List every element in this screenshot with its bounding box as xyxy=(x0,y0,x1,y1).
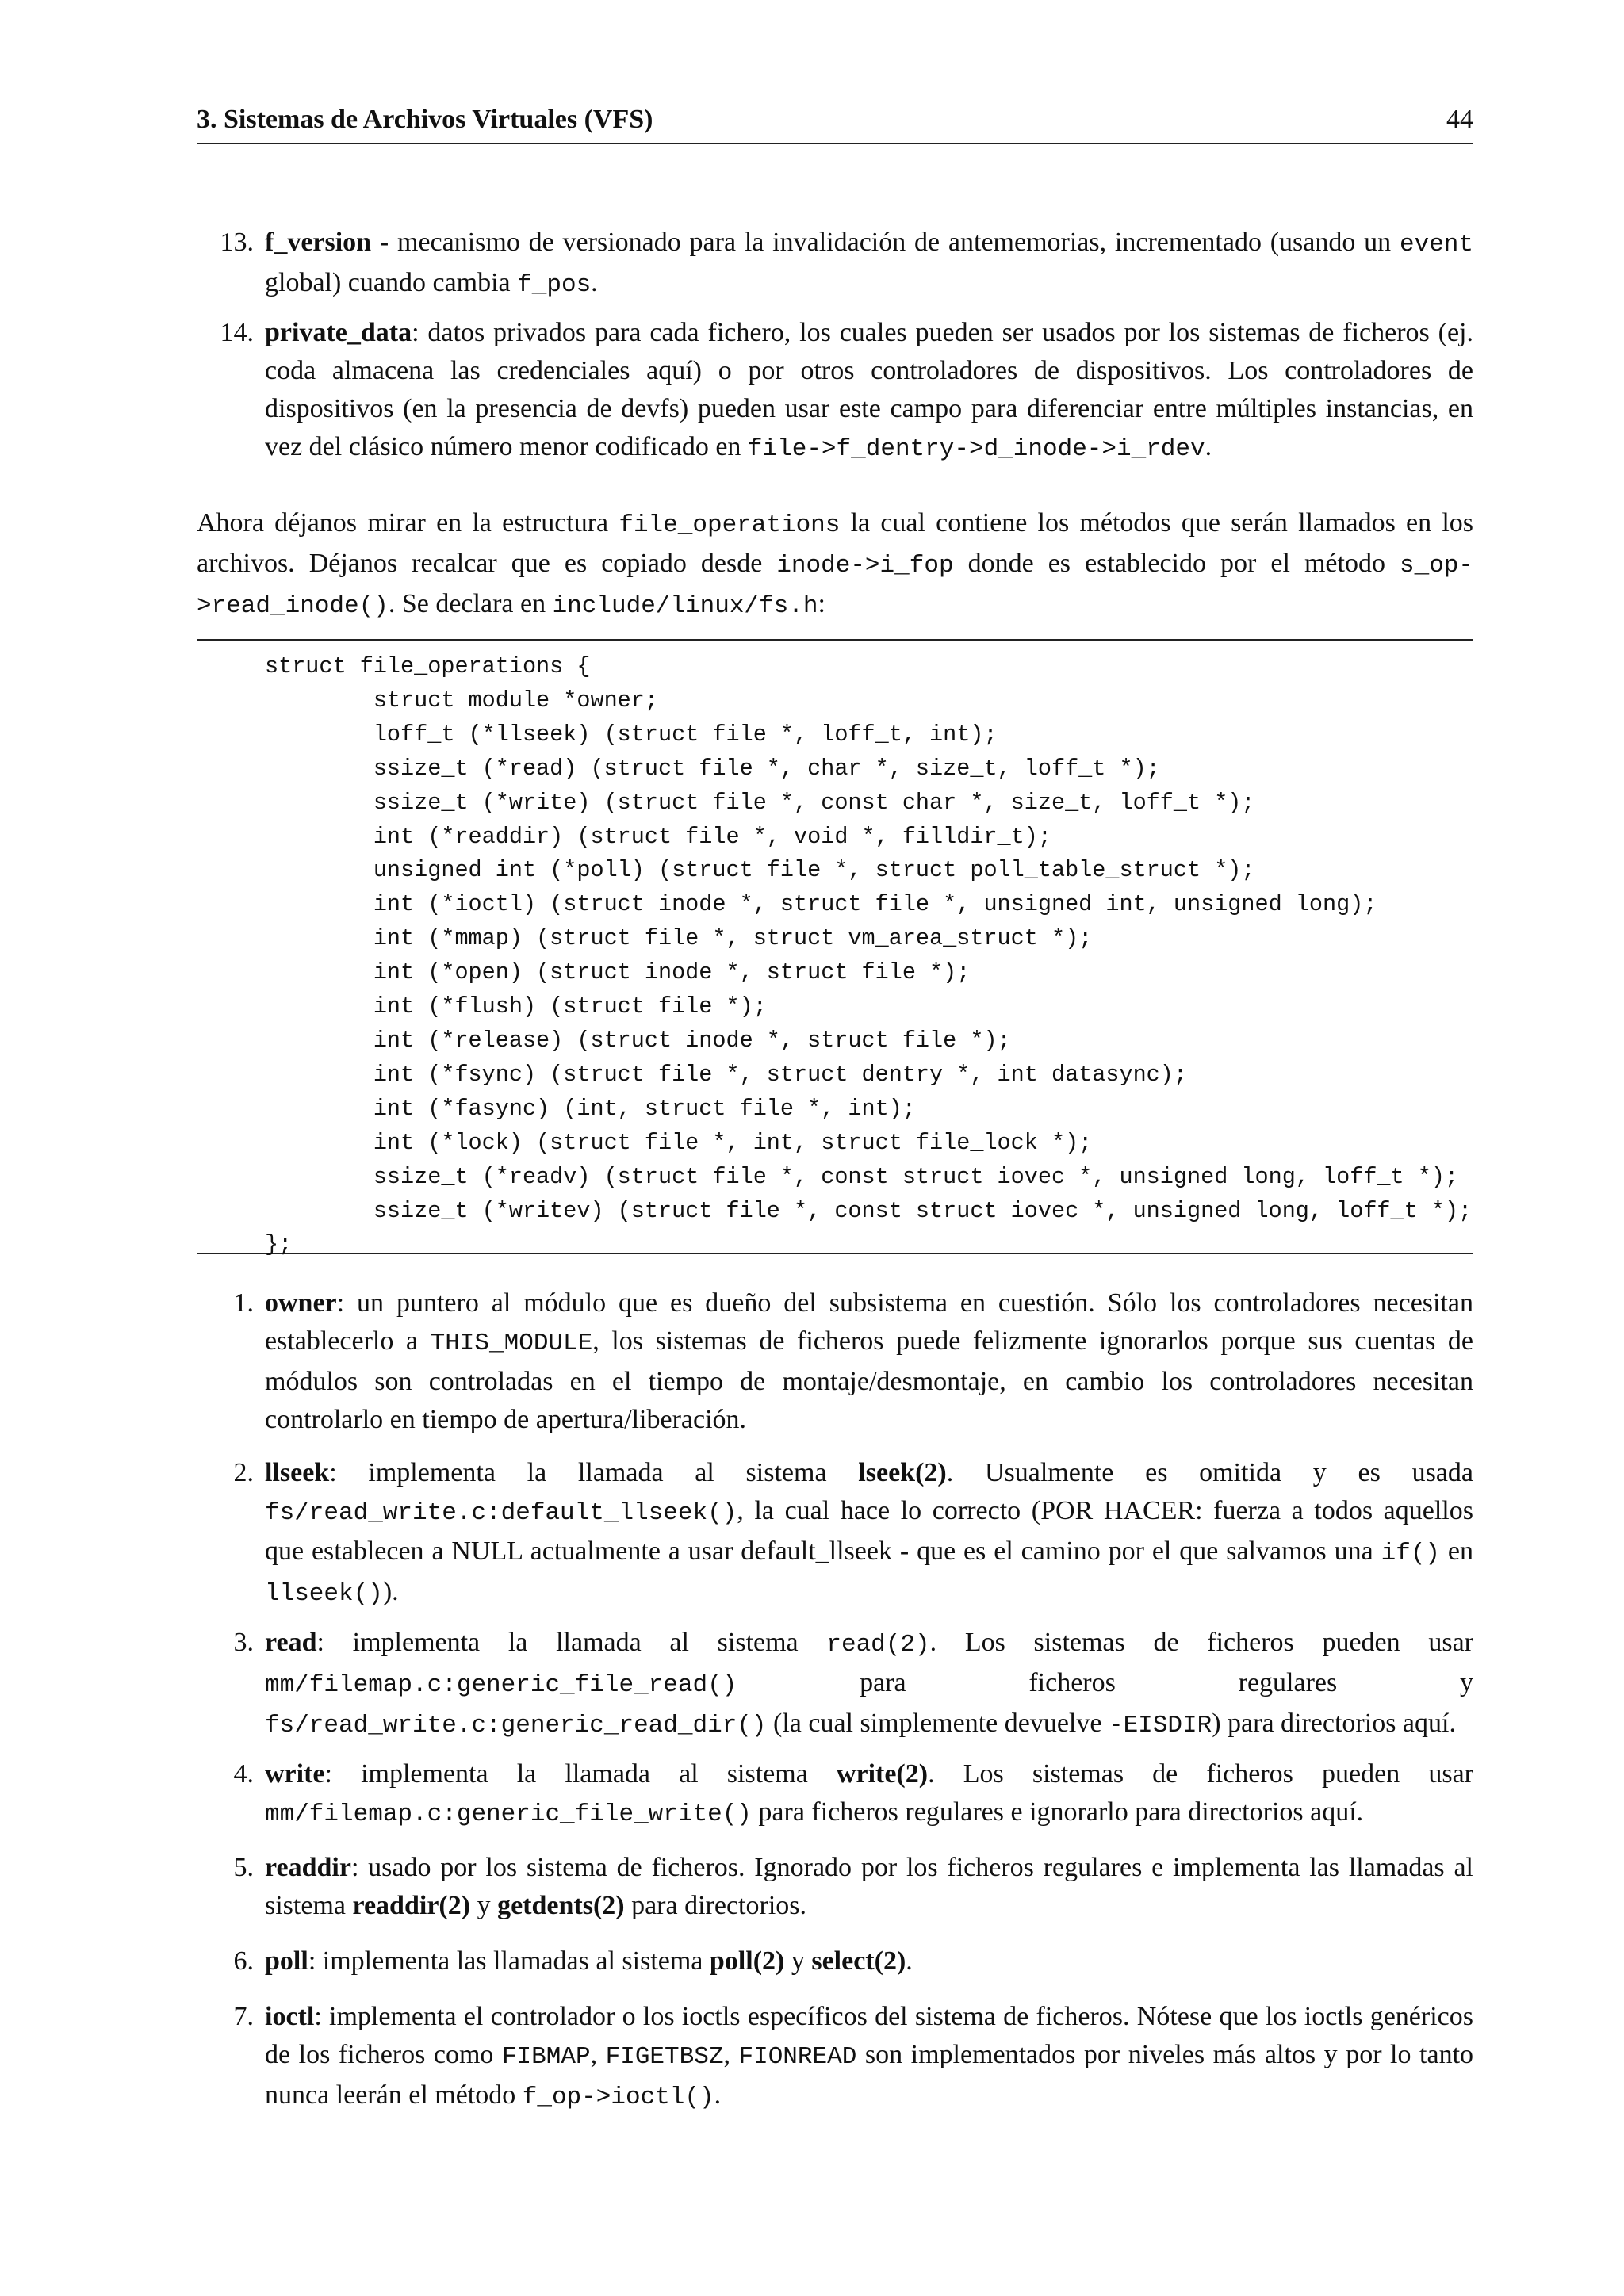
code-term: s_op->read_inode() xyxy=(197,552,1473,620)
text-run: y xyxy=(784,1946,812,1976)
list-item-number: 7. xyxy=(233,2002,254,2031)
text-run: en xyxy=(1440,1536,1474,1566)
bold-term: readdir(2) xyxy=(352,1891,471,1920)
text-run: para directorios. xyxy=(624,1891,806,1920)
text-run: : implementa la llamada al sistema xyxy=(324,1759,837,1789)
code-term: include/linux/fs.h xyxy=(552,592,818,620)
list-item-ioctl xyxy=(197,1998,1473,2117)
text-run: . xyxy=(714,2080,722,2110)
text-run: : un puntero al módulo que es dueño del subsistema en cuestión. Sólo los controladores necesitan establecerlo a xyxy=(265,1288,1473,1356)
bold-term: owner xyxy=(265,1288,337,1318)
list-item-text xyxy=(265,1755,1473,1834)
list-item-number: 13. xyxy=(220,228,254,257)
code-term: fs/read_write.c:default_llseek() xyxy=(265,1499,737,1527)
code-term: FIGETBSZ xyxy=(605,2043,724,2071)
list-item-number: 5. xyxy=(233,1853,254,1882)
text-run: la cual contiene los métodos que serán llamados en los archivos. Déjanos recalcar que es copiado desde xyxy=(197,508,1473,578)
bold-term: write(2) xyxy=(836,1759,929,1789)
text-run: . xyxy=(906,1946,913,1976)
list-item-text xyxy=(265,1454,1473,1613)
bold-term: select(2) xyxy=(811,1946,906,1976)
list-item-number: 2. xyxy=(233,1458,254,1487)
text-run: . Se declara en xyxy=(388,589,553,618)
code-term: if() xyxy=(1381,1540,1441,1567)
text-run: , la cual hace lo correcto (POR HACER: fuerza a todos aquellos que establecen a NULL actualmente a usar default_llseek - que es el camino por el que salvamos una xyxy=(265,1496,1473,1566)
list-item-13 xyxy=(197,224,1473,304)
text-run: (la cual simplemente devuelve xyxy=(766,1709,1109,1738)
list-item-owner xyxy=(197,1284,1473,1439)
bold-term: f_version xyxy=(265,228,372,257)
list-item-14 xyxy=(197,314,1473,469)
text-run: , los sistemas de ficheros puede felizmente ignorarlos porque sus cuentas de módulos son controladas en el tiempo de montaje/desmontaje, en cambio los controladores necesitan controlarlo en tiempo de apertura/liberación. xyxy=(265,1326,1473,1434)
list-item-number: 3. xyxy=(233,1628,254,1657)
code-text: struct file_operations { struct module *owner; loff_t (*llseek) (struct file *, loff_t, int); ssize_t (*read) (struct file *, char *, size_t, loff_t *); ssize_t (*write) (struct file *, const char *, size_t, loff_t *); int (*readdir) (struct file *, void *, filldir_t); unsigned int (*poll) (struct file *, struct poll_table_struct *); int (*ioctl) (struct inode *, struct file *, unsigned int, unsigned long); int (*mmap) (struct file *, struct vm_area_struct *); int (*open) (struct inode *, struct file *); int (*flush) (struct file *); int (*release) (struct inode *, struct file *); int (*fsync) (struct file *, struct dentry *, int datasync); int (*fasync) (int, struct file *, int); int (*lock) (struct file *, int, struct file_lock *); ssize_t (*readv) (struct file *, const struct iovec *, unsigned long, loff_t *); ssize_t (*writev) (struct file *, const struct iovec *, unsigned long, loff_t *); }; xyxy=(265,653,1473,1258)
code-term: mm/filemap.c:generic_file_write() xyxy=(265,1800,752,1828)
code-term: mm/filemap.c:generic_file_read() xyxy=(265,1671,737,1699)
code-term: event xyxy=(1399,231,1473,258)
text-run: son implementados por niveles más altos y por lo tanto nunca leerán el método xyxy=(265,2040,1474,2110)
code-term: -EISDIR xyxy=(1108,1712,1212,1739)
text-run: , xyxy=(590,2040,606,2069)
text-run: : implementa el controlador o los ioctls específicos del sistema de ficheros. Nótese que los ioctls genéricos de los ficheros como xyxy=(265,2002,1473,2069)
chapter-title: 3. Sistemas de Archivos Virtuales (VFS) xyxy=(197,105,653,134)
text-run: donde es establecido por el método xyxy=(953,549,1400,578)
code-term: THIS_MODULE xyxy=(430,1330,593,1357)
code-term: fs/read_write.c:generic_read_dir() xyxy=(265,1712,767,1739)
text-run: global) cuando cambia xyxy=(265,268,518,297)
code-term: llseek() xyxy=(265,1580,383,1608)
code-listing xyxy=(197,639,1473,1258)
bold-term: poll(2) xyxy=(709,1946,785,1976)
list-item-text xyxy=(265,1998,1473,2117)
text-run: . xyxy=(1205,432,1212,461)
text-run: . Los sistemas de ficheros pueden usar xyxy=(929,1628,1474,1657)
code-term: FIBMAP xyxy=(501,2043,591,2071)
bold-term: read xyxy=(265,1628,317,1657)
code-term: read(2) xyxy=(826,1631,930,1659)
list-item-read xyxy=(197,1624,1473,1745)
bold-term: private_data xyxy=(265,318,412,347)
text-run: : implementa la llamada al sistema xyxy=(316,1628,827,1657)
text-run: . Usualmente es omitida y es usada xyxy=(946,1458,1473,1487)
list-item-text xyxy=(265,1284,1473,1439)
bold-term: getdents(2) xyxy=(497,1891,625,1920)
code-term: file->f_dentry->d_inode->i_rdev xyxy=(747,435,1205,463)
bold-term: llseek xyxy=(265,1458,330,1487)
text-run: : implementa las llamadas al sistema xyxy=(308,1946,710,1976)
text-run: ). xyxy=(382,1577,399,1606)
text-run: . Los sistemas de ficheros pueden usar xyxy=(928,1759,1473,1789)
list-item-text xyxy=(265,1849,1473,1925)
text-run: : implementa la llamada al sistema xyxy=(329,1458,859,1487)
bold-term: readdir xyxy=(265,1853,351,1882)
text-run: - mecanismo de versionado para la invalidación de antememorias, incrementado (usando un xyxy=(371,228,1400,257)
list-item-text xyxy=(265,224,1473,304)
intro-paragraph xyxy=(197,504,1473,626)
code-term: f_pos xyxy=(517,271,592,299)
list-item-number: 14. xyxy=(220,318,254,347)
list-item-number: 6. xyxy=(233,1946,254,1976)
list-item-text xyxy=(265,314,1473,469)
list-item-text xyxy=(265,1624,1473,1745)
text-run: . xyxy=(591,268,598,297)
code-term: file_operations xyxy=(619,511,841,539)
text-run: , xyxy=(723,2040,739,2069)
page-number: 44 xyxy=(1446,105,1473,134)
bold-term: poll xyxy=(265,1946,308,1976)
text-run: ) para directorios aquí. xyxy=(1212,1709,1456,1738)
bold-term: ioctl xyxy=(265,2002,315,2031)
text-run: para ficheros regulares e ignorarlo para directorios aquí. xyxy=(751,1797,1364,1827)
page-header xyxy=(197,101,1473,144)
bold-term: write xyxy=(265,1759,325,1789)
list-item-poll xyxy=(197,1942,1473,1980)
text-run: Ahora déjanos mirar en la estructura xyxy=(197,508,619,538)
code-term: inode->i_fop xyxy=(776,552,954,580)
text-run: : usado por los sistema de ficheros. Ignorado por los ficheros regulares e implementa las llamadas al sistema xyxy=(265,1853,1473,1920)
text-run: : xyxy=(818,589,825,618)
list-item-number: 4. xyxy=(233,1759,254,1789)
code-term: f_op->ioctl() xyxy=(522,2084,714,2111)
list-item-write xyxy=(197,1755,1473,1834)
text-run: : datos privados para cada fichero, los cuales pueden ser usados por los sistemas de ficheros (ej. coda almacena las credenciales aquí) o por otros controladores de dispositivos. Los controladores de dispositivos (en la presencia de devfs) pueden usar este campo para diferenciar entre múltiples instancias, en vez del clásico número menor codificado en xyxy=(265,318,1473,461)
code-term: FIONREAD xyxy=(738,2043,857,2071)
list-item-number: 1. xyxy=(233,1288,254,1318)
list-item-text xyxy=(265,1942,1473,1980)
text-run: y xyxy=(470,1891,498,1920)
list-item-readdir xyxy=(197,1849,1473,1925)
text-run: para ficheros regulares y xyxy=(737,1668,1473,1697)
bold-term: lseek(2) xyxy=(858,1458,947,1487)
list-item-llseek xyxy=(197,1454,1473,1613)
